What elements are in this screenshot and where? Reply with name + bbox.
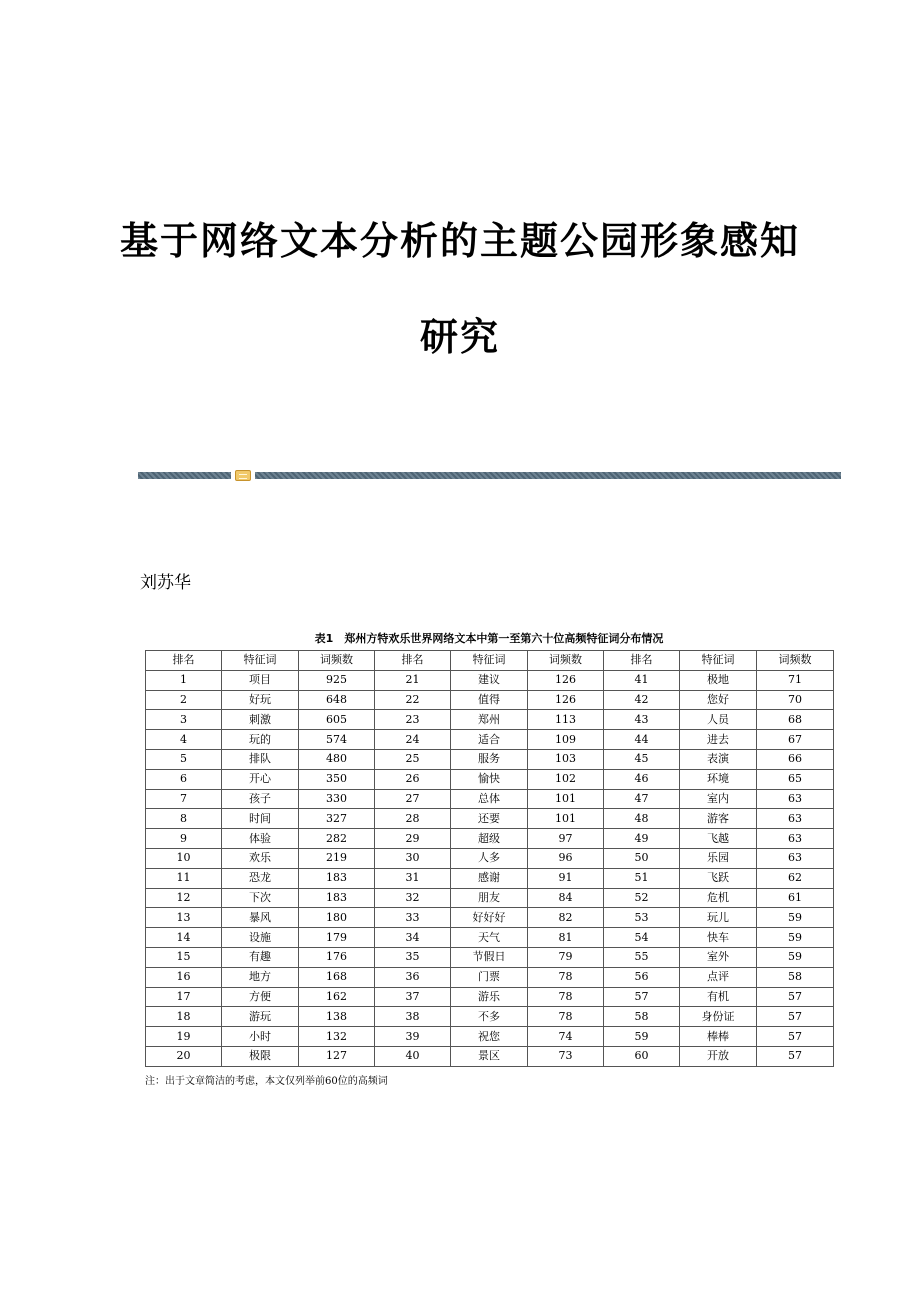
table-cell: 50 (604, 848, 680, 868)
table-cell: 138 (299, 1007, 375, 1027)
table-cell: 极限 (222, 1046, 299, 1066)
table-cell: 62 (757, 868, 834, 888)
table-cell: 好玩 (222, 690, 299, 710)
table-cell: 24 (375, 730, 451, 750)
table-row (146, 789, 834, 809)
table-cell: 乐园 (680, 848, 757, 868)
table-cell: 168 (299, 967, 375, 987)
table-cell: 开心 (222, 769, 299, 789)
table-cell: 78 (528, 967, 604, 987)
table-cell: 101 (528, 789, 604, 809)
table-cell: 55 (604, 947, 680, 967)
table-cell: 58 (757, 967, 834, 987)
table-cell: 恐龙 (222, 868, 299, 888)
table-cell: 不多 (451, 1007, 528, 1027)
table-cell: 还要 (451, 809, 528, 829)
table-cell: 176 (299, 947, 375, 967)
table-cell: 1 (146, 670, 222, 690)
table-cell: 郑州 (451, 710, 528, 730)
table-cell: 地方 (222, 967, 299, 987)
table-cell: 游乐 (451, 987, 528, 1007)
table-cell: 57 (757, 1007, 834, 1027)
column-header: 特征词 (451, 651, 528, 671)
table-cell: 26 (375, 769, 451, 789)
table-cell: 9 (146, 829, 222, 849)
table-cell: 574 (299, 730, 375, 750)
table-cell: 人多 (451, 848, 528, 868)
table-cell: 20 (146, 1046, 222, 1066)
table-cell: 玩儿 (680, 908, 757, 928)
table-cell: 人员 (680, 710, 757, 730)
table-cell: 330 (299, 789, 375, 809)
table-cell: 127 (299, 1046, 375, 1066)
table-cell: 70 (757, 690, 834, 710)
table-cell: 61 (757, 888, 834, 908)
table-header-row (146, 651, 834, 671)
table-cell: 总体 (451, 789, 528, 809)
table-cell: 有趣 (222, 947, 299, 967)
column-header: 词频数 (299, 651, 375, 671)
table-cell: 59 (757, 928, 834, 948)
table-cell: 84 (528, 888, 604, 908)
table-cell: 648 (299, 690, 375, 710)
table-cell: 45 (604, 749, 680, 769)
table-cell: 37 (375, 987, 451, 1007)
table-cell: 57 (604, 987, 680, 1007)
table-cell: 23 (375, 710, 451, 730)
table-cell: 表演 (680, 749, 757, 769)
table-cell: 132 (299, 1027, 375, 1047)
table-cell: 12 (146, 888, 222, 908)
table-cell: 57 (757, 987, 834, 1007)
table-cell: 179 (299, 928, 375, 948)
table-cell: 玩的 (222, 730, 299, 750)
table-cell: 17 (146, 987, 222, 1007)
table-cell: 53 (604, 908, 680, 928)
table-cell: 10 (146, 848, 222, 868)
table-row (146, 809, 834, 829)
table-cell: 排队 (222, 749, 299, 769)
table-cell: 天气 (451, 928, 528, 948)
divider-bar-left (138, 472, 231, 479)
author-name: 刘苏华 (140, 573, 191, 593)
table-cell: 56 (604, 967, 680, 987)
table-cell: 480 (299, 749, 375, 769)
table-cell: 63 (757, 809, 834, 829)
table-cell: 58 (604, 1007, 680, 1027)
column-header: 特征词 (222, 651, 299, 671)
table-cell: 38 (375, 1007, 451, 1027)
table-cell: 48 (604, 809, 680, 829)
table-cell: 15 (146, 947, 222, 967)
column-header: 特征词 (680, 651, 757, 671)
table-cell: 14 (146, 928, 222, 948)
table-row (146, 670, 834, 690)
table-cell: 162 (299, 987, 375, 1007)
table-cell: 8 (146, 809, 222, 829)
table-cell: 59 (757, 908, 834, 928)
table-cell: 棒棒 (680, 1027, 757, 1047)
table-cell: 室内 (680, 789, 757, 809)
table-cell: 设施 (222, 928, 299, 948)
table-cell: 79 (528, 947, 604, 967)
table-cell: 282 (299, 829, 375, 849)
divider-bar-right (255, 472, 841, 479)
table-cell: 超级 (451, 829, 528, 849)
table-cell: 13 (146, 908, 222, 928)
table-cell: 39 (375, 1027, 451, 1047)
table-cell: 59 (604, 1027, 680, 1047)
column-header: 词频数 (757, 651, 834, 671)
table-cell: 32 (375, 888, 451, 908)
table-cell: 59 (757, 947, 834, 967)
table-row (146, 967, 834, 987)
table-cell: 5 (146, 749, 222, 769)
table-cell: 身份证 (680, 1007, 757, 1027)
table-row (146, 749, 834, 769)
table-row (146, 710, 834, 730)
table-row (146, 690, 834, 710)
table-cell: 126 (528, 670, 604, 690)
table-cell: 祝您 (451, 1027, 528, 1047)
table-row (146, 829, 834, 849)
table-cell: 朋友 (451, 888, 528, 908)
table-cell: 35 (375, 947, 451, 967)
table-cell: 进去 (680, 730, 757, 750)
table-cell: 925 (299, 670, 375, 690)
envelope-icon (235, 470, 251, 481)
column-header: 排名 (375, 651, 451, 671)
table-row (146, 730, 834, 750)
table-cell: 36 (375, 967, 451, 987)
table-cell: 183 (299, 888, 375, 908)
table-row (146, 1046, 834, 1066)
table-cell: 方便 (222, 987, 299, 1007)
table-cell: 感谢 (451, 868, 528, 888)
table-cell: 项目 (222, 670, 299, 690)
table-cell: 81 (528, 928, 604, 948)
table-cell: 建议 (451, 670, 528, 690)
table-cell: 小时 (222, 1027, 299, 1047)
table-cell: 下次 (222, 888, 299, 908)
table-cell: 71 (757, 670, 834, 690)
table-cell: 73 (528, 1046, 604, 1066)
table-cell: 11 (146, 868, 222, 888)
table-cell: 室外 (680, 947, 757, 967)
table-cell: 78 (528, 987, 604, 1007)
table-row (146, 868, 834, 888)
table-cell: 113 (528, 710, 604, 730)
table-cell: 愉快 (451, 769, 528, 789)
table-cell: 126 (528, 690, 604, 710)
table-cell: 22 (375, 690, 451, 710)
table-cell: 孩子 (222, 789, 299, 809)
table-cell: 27 (375, 789, 451, 809)
table-cell: 49 (604, 829, 680, 849)
table-cell: 91 (528, 868, 604, 888)
table-cell: 67 (757, 730, 834, 750)
table-cell: 40 (375, 1046, 451, 1066)
table-cell: 102 (528, 769, 604, 789)
table-cell: 飞越 (680, 829, 757, 849)
table-cell: 42 (604, 690, 680, 710)
table-cell: 31 (375, 868, 451, 888)
table-cell: 18 (146, 1007, 222, 1027)
table-cell: 景区 (451, 1046, 528, 1066)
table-cell: 19 (146, 1027, 222, 1047)
table-cell: 103 (528, 749, 604, 769)
table-cell: 有机 (680, 987, 757, 1007)
table-cell: 点评 (680, 967, 757, 987)
table-cell: 605 (299, 710, 375, 730)
table-row (146, 1027, 834, 1047)
table-cell: 危机 (680, 888, 757, 908)
table-cell: 96 (528, 848, 604, 868)
table-cell: 3 (146, 710, 222, 730)
column-header: 排名 (146, 651, 222, 671)
table-cell: 极地 (680, 670, 757, 690)
table-cell: 快车 (680, 928, 757, 948)
table-cell: 21 (375, 670, 451, 690)
table-row (146, 769, 834, 789)
table-cell: 63 (757, 789, 834, 809)
table-cell: 52 (604, 888, 680, 908)
table-cell: 欢乐 (222, 848, 299, 868)
frequency-table (145, 650, 834, 1067)
table-cell: 47 (604, 789, 680, 809)
table-cell: 28 (375, 809, 451, 829)
table-cell: 46 (604, 769, 680, 789)
table-cell: 183 (299, 868, 375, 888)
table-cell: 180 (299, 908, 375, 928)
table-cell: 时间 (222, 809, 299, 829)
table-cell: 219 (299, 848, 375, 868)
table-cell: 环境 (680, 769, 757, 789)
table-body (146, 670, 834, 1066)
table-cell: 服务 (451, 749, 528, 769)
table-caption: 表1 郑州方特欢乐世界网络文本中第一至第六十位高频特征词分布情况 (314, 632, 664, 645)
table-cell: 66 (757, 749, 834, 769)
table-cell: 74 (528, 1027, 604, 1047)
table-cell: 34 (375, 928, 451, 948)
table-cell: 43 (604, 710, 680, 730)
table-cell: 暴风 (222, 908, 299, 928)
column-header: 词频数 (528, 651, 604, 671)
table-cell: 30 (375, 848, 451, 868)
table-cell: 57 (757, 1046, 834, 1066)
table-note: 注：出于文章简洁的考虑，本文仅列举前60位的高频词 (145, 1076, 388, 1087)
table-cell: 开放 (680, 1046, 757, 1066)
table-cell: 63 (757, 829, 834, 849)
table-cell: 350 (299, 769, 375, 789)
table-cell: 体验 (222, 829, 299, 849)
table-cell: 44 (604, 730, 680, 750)
table-cell: 2 (146, 690, 222, 710)
table-cell: 78 (528, 1007, 604, 1027)
table-cell: 41 (604, 670, 680, 690)
paper-title-line-2: 研究 (419, 314, 500, 359)
table-cell: 29 (375, 829, 451, 849)
table-cell: 327 (299, 809, 375, 829)
table-cell: 值得 (451, 690, 528, 710)
table-cell: 您好 (680, 690, 757, 710)
table-cell: 25 (375, 749, 451, 769)
table-cell: 33 (375, 908, 451, 928)
table-cell: 6 (146, 769, 222, 789)
table-cell: 门票 (451, 967, 528, 987)
table-cell: 68 (757, 710, 834, 730)
table-cell: 7 (146, 789, 222, 809)
table-cell: 节假日 (451, 947, 528, 967)
table-row (146, 888, 834, 908)
table-cell: 游客 (680, 809, 757, 829)
paper-title-line-1: 基于网络文本分析的主题公园形象感知 (119, 218, 800, 263)
table-cell: 101 (528, 809, 604, 829)
table-cell: 51 (604, 868, 680, 888)
table-cell: 游玩 (222, 1007, 299, 1027)
table-row (146, 848, 834, 868)
table-cell: 54 (604, 928, 680, 948)
table-cell: 4 (146, 730, 222, 750)
table-cell: 57 (757, 1027, 834, 1047)
table-row (146, 928, 834, 948)
table-cell: 97 (528, 829, 604, 849)
table-row (146, 947, 834, 967)
table-cell: 飞跃 (680, 868, 757, 888)
table-cell: 适合 (451, 730, 528, 750)
table-cell: 82 (528, 908, 604, 928)
table-cell: 刺激 (222, 710, 299, 730)
table-row (146, 987, 834, 1007)
table-cell: 65 (757, 769, 834, 789)
table-cell: 60 (604, 1046, 680, 1066)
table-cell: 好好好 (451, 908, 528, 928)
table-row (146, 1007, 834, 1027)
table-cell: 63 (757, 848, 834, 868)
column-header: 排名 (604, 651, 680, 671)
table-cell: 109 (528, 730, 604, 750)
table-cell: 16 (146, 967, 222, 987)
title-divider (138, 470, 841, 482)
table-row (146, 908, 834, 928)
